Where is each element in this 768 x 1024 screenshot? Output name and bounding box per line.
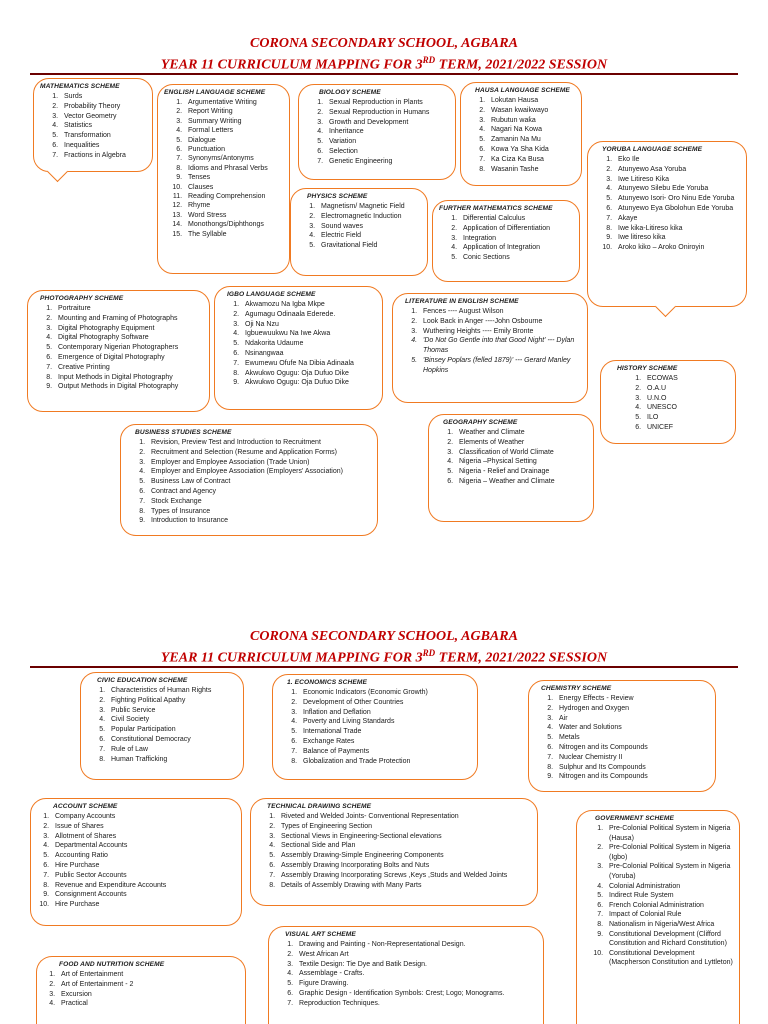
- list-item: 6. Nitrogen and its Compounds: [555, 743, 709, 753]
- list-item: 7. Creative Printing: [54, 363, 203, 373]
- list-item: 2. Fighting Political Apathy: [107, 696, 237, 706]
- list-item: 8. Revenue and Expenditure Accounts: [51, 881, 235, 891]
- list-item: 1. Eko Ile: [614, 155, 740, 165]
- list-item: 7. Public Sector Accounts: [51, 871, 235, 881]
- biology-scheme-bubble: [298, 84, 456, 180]
- list-item: 9. Constitutional Development (Clifford Constitution and Richard Constitution): [605, 930, 733, 949]
- list-item: 2. Recruitment and Selection (Resume and Application Forms): [147, 448, 371, 458]
- list-item: 6. Assembly Drawing Incorporating Bolts and Nuts: [277, 861, 531, 871]
- food-nutrition-scheme-title: FOOD AND NUTRITION SCHEME: [59, 961, 165, 968]
- list-item: 9. Output Methods in Digital Photography: [54, 382, 203, 392]
- photography-scheme-title: PHOTOGRAPHY SCHEME: [40, 295, 124, 302]
- list-item: 5. Accounting Ratio: [51, 851, 235, 861]
- list-item: 5. Figure Drawing.: [295, 979, 537, 989]
- list-item: 3. Classification of World Climate: [455, 448, 587, 458]
- photography-scheme-bubble: [27, 290, 210, 412]
- list-item: 10. Aroko kiko – Aroko Oniroyin: [614, 243, 740, 253]
- further-mathematics-scheme-title: FURTHER MATHEMATICS SCHEME: [439, 205, 553, 212]
- list-item: 5. ILO: [643, 413, 729, 423]
- list-item: 4. Nagari Na Kowa: [487, 125, 575, 135]
- list-item: 9. Consignment Accounts: [51, 890, 235, 900]
- civic-education-scheme-list: [87, 686, 237, 764]
- igbo-scheme-title: IGBO LANGUAGE SCHEME: [227, 291, 316, 298]
- list-item: 1. ECOWAS: [643, 374, 729, 384]
- english-scheme-list: [164, 98, 283, 239]
- list-item: 2. Wasan kwaikwayo: [487, 106, 575, 116]
- school-name-title: CORONA SECONDARY SCHOOL, AGBARA: [250, 36, 518, 51]
- list-item: 4. Water and Solutions: [555, 723, 709, 733]
- list-item: 1. Akwamozu Na Igba Mkpe: [241, 300, 376, 310]
- business-studies-scheme-title: BUSINESS STUDIES SCHEME: [135, 429, 232, 436]
- list-item: 3. Public Service: [107, 706, 237, 716]
- civic-education-scheme-bubble: [80, 672, 244, 780]
- english-scheme-title: ENGLISH LANGUAGE SCHEME: [164, 89, 266, 96]
- list-item: 4. Poverty and Living Standards: [299, 717, 471, 727]
- account-scheme-title: ACCOUNT SCHEME: [53, 803, 118, 810]
- yoruba-scheme-list: [594, 155, 740, 253]
- list-item: 5. Popular Participation: [107, 725, 237, 735]
- list-item: 3. Rubutun waƙa: [487, 116, 575, 126]
- hausa-scheme-bubble: [460, 82, 582, 186]
- list-item: 5. Business Law of Contract: [147, 477, 371, 487]
- list-item: 2. Types of Engineering Section: [277, 822, 531, 832]
- list-item: 7. Genetic Engineering: [325, 157, 449, 167]
- list-item: 8. Input Methods in Digital Photography: [54, 373, 203, 383]
- geography-scheme-list: [435, 428, 587, 487]
- list-item: 8. Human Trafficking: [107, 755, 237, 765]
- list-item: 2. O.A.U: [643, 384, 729, 394]
- list-item: 4. Statistics: [60, 121, 146, 131]
- heading-rule: [30, 666, 738, 668]
- list-item: 1. Differential Calculus: [459, 214, 573, 224]
- list-item: 11. Reading Comprehension: [184, 192, 283, 201]
- list-item: 7. Stock Exchange: [147, 497, 371, 507]
- history-scheme-list: [607, 374, 729, 433]
- list-item: 6. Selection: [325, 147, 449, 157]
- list-item: 4. UNESCO: [643, 403, 729, 413]
- list-item: 5. Dialogue: [184, 136, 283, 145]
- list-item: 10. Hire Purchase: [51, 900, 235, 910]
- list-item: 8. Globalization and Trade Protection: [299, 757, 471, 767]
- list-item: 7. Rule of Law: [107, 745, 237, 755]
- list-item: 2. Elements of Weather: [455, 438, 587, 448]
- list-item: 2. Probability Theory: [60, 102, 146, 112]
- list-item: 14. Monothongs/Diphthongs: [184, 220, 283, 229]
- list-item: 5. Ndakorita Udaume: [241, 339, 376, 349]
- list-item: 6. Nigeria – Weather and Climate: [455, 477, 587, 487]
- list-item: 2. Atunyewo Asa Yoruba: [614, 165, 740, 175]
- physics-scheme-title: PHYSICS SCHEME: [307, 193, 368, 200]
- government-scheme-title: GOVERNMENT SCHEME: [595, 815, 674, 822]
- list-item: 4. Departmental Accounts: [51, 841, 235, 851]
- list-item: 4. Civil Society: [107, 715, 237, 725]
- list-item: 1. Characteristics of Human Rights: [107, 686, 237, 696]
- igbo-scheme-bubble: [214, 286, 383, 410]
- list-item: 5. Conic Sections: [459, 253, 573, 263]
- list-item: 6. Nsinangwaa: [241, 349, 376, 359]
- list-item: 10. Constitutional Development (Macpherson Constitution and Lyttleton): [605, 949, 733, 968]
- list-item: 4. Atunyewo Silebu Ede Yoruba: [614, 184, 740, 194]
- list-item: 4. Assemblage - Crafts.: [295, 969, 537, 979]
- geography-scheme-title: GEOGRAPHY SCHEME: [443, 419, 518, 426]
- list-item: 7. Synonyms/Antonyms: [184, 154, 283, 163]
- list-item: 8. Types of Insurance: [147, 507, 371, 517]
- list-item: 5. Contemporary Nigerian Photographers: [54, 343, 203, 353]
- list-item: 3. Allotment of Shares: [51, 832, 235, 842]
- list-item: 9. Introduction to Insurance: [147, 516, 371, 526]
- visual-art-scheme-title: VISUAL ART SCHEME: [285, 931, 356, 938]
- list-item: 7. Akaye: [614, 214, 740, 224]
- geography-scheme-bubble: [428, 414, 594, 522]
- list-item: 1. Lokutan Hausa: [487, 96, 575, 106]
- list-item: 1. Revision, Preview Test and Introduction to Recruitment: [147, 438, 371, 448]
- list-item: 2. Hydrogen and Oxygen: [555, 704, 709, 714]
- list-item: 7. Ewumewu Ofufe Na Dibia Adinaala: [241, 359, 376, 369]
- list-item: 1. Energy Effects - Review: [555, 694, 709, 704]
- history-scheme-title: HISTORY SCHEME: [617, 365, 678, 372]
- list-item: 6. Atunyewo Eya Gbolohun Ede Yoruba: [614, 204, 740, 214]
- chemistry-scheme-bubble: [528, 680, 716, 792]
- visual-art-scheme-list: [275, 940, 537, 1009]
- list-item: 3. Inflation and Deflation: [299, 708, 471, 718]
- technical-drawing-scheme-list: [257, 812, 531, 890]
- list-item: 3. Summary Writing: [184, 117, 283, 126]
- chemistry-scheme-title: CHEMISTRY SCHEME: [541, 685, 612, 692]
- list-item: 7. Impact of Colonial Rule: [605, 910, 733, 920]
- list-item: 1. Pre-Colonial Political System in Nigeria (Hausa): [605, 824, 733, 843]
- mathematics-scheme-title: MATHEMATICS SCHEME: [40, 83, 120, 90]
- list-item: 7. Reproduction Techniques.: [295, 999, 537, 1009]
- hausa-scheme-list: [467, 96, 575, 174]
- list-item: 6. Punctuation: [184, 145, 283, 154]
- list-item: 1. Portraiture: [54, 304, 203, 314]
- list-item: 3. Integration: [459, 234, 573, 244]
- list-item: 3. Textile Design: Tie Dye and Batik Design.: [295, 960, 537, 970]
- list-item: 15. The Syllable: [184, 230, 283, 239]
- list-item: 3. Pre-Colonial Political System in Nigeria (Yoruba): [605, 862, 733, 881]
- list-item: 10. Clauses: [184, 183, 283, 192]
- physics-scheme-bubble: [290, 188, 428, 276]
- list-item: 8. Nationalism in Nigeria/West Africa: [605, 920, 733, 930]
- list-item: 2. Look Back in Anger ----John Osbourne: [419, 317, 581, 327]
- list-item: 1. Weather and Climate: [455, 428, 587, 438]
- list-item: 6. Graphic Design - Identification Symbols: Crest; Logo; Monograms.: [295, 989, 537, 999]
- list-item: 5. Variation: [325, 137, 449, 147]
- list-item: 2. Agumagu Odinaala Ederede.: [241, 310, 376, 320]
- list-item: 5. Nigeria - Relief and Drainage: [455, 467, 587, 477]
- list-item: 5. Gravitational Field: [317, 241, 421, 251]
- literature-scheme-title: LITERATURE IN ENGLISH SCHEME: [405, 298, 519, 305]
- list-item: 1. Riveted and Welded Joints- Conventional Representation: [277, 812, 531, 822]
- civic-education-scheme-title: CIVIC EDUCATION SCHEME: [97, 677, 188, 684]
- account-scheme-bubble: [30, 798, 242, 926]
- igbo-scheme-list: [221, 300, 376, 388]
- mathematics-scheme-list: [40, 92, 146, 161]
- yoruba-scheme-bubble: [587, 141, 747, 307]
- heading-rule: [30, 73, 738, 75]
- further-mathematics-scheme-bubble: [432, 200, 580, 282]
- list-item: 1. Surds: [60, 92, 146, 102]
- account-scheme-list: [37, 812, 235, 910]
- list-item: 8. Details of Assembly Drawing with Many Parts: [277, 881, 531, 891]
- english-scheme-bubble: [157, 84, 290, 274]
- list-item: 3. Excursion: [57, 990, 239, 1000]
- list-item: 5. Transformation: [60, 131, 146, 141]
- page-heading: YEAR 11 CURRICULUM MAPPING FOR 3RD TERM, 2021/2022 SESSION: [160, 55, 608, 73]
- economics-scheme-list: [279, 688, 471, 766]
- list-item: 8. Akwukwo Ogugu: Oja Dufuo Dike: [241, 369, 376, 379]
- list-item: 1. Sexual Reproduction in Plants: [325, 98, 449, 108]
- list-item: 5. Zamanin Na Mu: [487, 135, 575, 145]
- food-nutrition-scheme-bubble: [36, 956, 246, 1024]
- list-item: 4. 'Do Not Go Gentle into that Good Night' --- Dylan Thomas: [419, 336, 581, 356]
- list-item: 3. Digital Photography Equipment: [54, 324, 203, 334]
- list-item: 4. Electric Field: [317, 231, 421, 241]
- government-scheme-list: [583, 824, 733, 968]
- literature-scheme-bubble: [392, 293, 588, 403]
- chemistry-scheme-list: [535, 694, 709, 782]
- list-item: 3. Vector Geometry: [60, 112, 146, 122]
- list-item: 13. Word Stress: [184, 211, 283, 220]
- further-mathematics-scheme-list: [439, 214, 573, 263]
- business-studies-scheme-bubble: [120, 424, 378, 536]
- list-item: 2. Development of Other Countries: [299, 698, 471, 708]
- list-item: 6. UNICEF: [643, 423, 729, 433]
- list-item: 1. Company Accounts: [51, 812, 235, 822]
- list-item: 4. Practical: [57, 999, 239, 1009]
- list-item: 6. French Colonial Administration: [605, 901, 733, 911]
- list-item: 4. Formal Letters: [184, 126, 283, 135]
- list-item: 5. Atunyewo Isori- Oro Ninu Ede Yoruba: [614, 194, 740, 204]
- list-item: 8. Iwe kika-Litireso kika: [614, 224, 740, 234]
- list-item: 6. Constitutional Democracy: [107, 735, 237, 745]
- history-scheme-bubble: [600, 360, 736, 444]
- yoruba-scheme-title: YORUBA LANGUAGE SCHEME: [602, 146, 703, 153]
- list-item: 1. Drawing and Painting - Non-Representational Design.: [295, 940, 537, 950]
- list-item: 4. Colonial Administration: [605, 882, 733, 892]
- school-name-title: CORONA SECONDARY SCHOOL, AGBARA: [250, 629, 518, 644]
- list-item: 3. Sound waves: [317, 222, 421, 232]
- list-item: 1. Argumentative Writing: [184, 98, 283, 107]
- economics-scheme-title: 1. ECONOMICS SCHEME: [287, 679, 367, 686]
- list-item: 3. Iwe Litireso Kika: [614, 175, 740, 185]
- list-item: 4. Nigeria –Physical Setting: [455, 457, 587, 467]
- literature-scheme-list: [399, 307, 581, 376]
- list-item: 1. Art of Entertainment: [57, 970, 239, 980]
- page-heading: YEAR 11 CURRICULUM MAPPING FOR 3RD TERM, 2021/2022 SESSION: [160, 648, 608, 666]
- list-item: 2. Report Writing: [184, 107, 283, 116]
- list-item: 2. Sexual Reproduction in Humans: [325, 108, 449, 118]
- list-item: 2. Pre-Colonial Political System in Nigeria (Igbo): [605, 843, 733, 862]
- visual-art-scheme-bubble: [268, 926, 544, 1024]
- list-item: 2. Electromagnetic Induction: [317, 212, 421, 222]
- economics-scheme-bubble: [272, 674, 478, 780]
- list-item: 9. Iwe litireso kika: [614, 233, 740, 243]
- technical-drawing-scheme-bubble: [250, 798, 538, 906]
- list-item: 6. Kowa Ya Sha Kida: [487, 145, 575, 155]
- list-item: 9. Nitrogen and its Compounds: [555, 772, 709, 782]
- list-item: 2. West African Art: [295, 950, 537, 960]
- list-item: 2. Issue of Shares: [51, 822, 235, 832]
- list-item: 3. Wuthering Heights ---- Emily Bronte: [419, 327, 581, 337]
- list-item: 3. Oji Na Nzu: [241, 320, 376, 330]
- list-item: 4. Application of Integration: [459, 243, 573, 253]
- list-item: 6. Contract and Agency: [147, 487, 371, 497]
- list-item: 8. Wasanin Tashe: [487, 165, 575, 175]
- list-item: 3. Air: [555, 714, 709, 724]
- list-item: 6. Emergence of Digital Photography: [54, 353, 203, 363]
- biology-scheme-title: BIOLOGY SCHEME: [319, 89, 381, 96]
- list-item: 7. Fractions in Algebra: [60, 151, 146, 161]
- list-item: 9. Tenses: [184, 173, 283, 182]
- list-item: 2. Mounting and Framing of Photographs: [54, 314, 203, 324]
- list-item: 9. Akwukwo Ogugu: Oja Dufuo Dike: [241, 378, 376, 388]
- list-item: 6. Exchange Rates: [299, 737, 471, 747]
- list-item: 6. Hire Purchase: [51, 861, 235, 871]
- list-item: 3. U.N.O: [643, 394, 729, 404]
- list-item: 7. Assembly Drawing Incorporating Screws ,Keys ,Studs and Welded Joints: [277, 871, 531, 881]
- government-scheme-bubble: [576, 810, 740, 1024]
- list-item: 3. Sectional Views in Engineering-Sectional elevations: [277, 832, 531, 842]
- list-item: 12. Rhyme: [184, 201, 283, 210]
- list-item: 6. Inequalities: [60, 141, 146, 151]
- list-item: 4. Digital Photography Software: [54, 333, 203, 343]
- hausa-scheme-title: HAUSA LANGUAGE SCHEME: [475, 87, 570, 94]
- list-item: 2. Art of Entertainment - 2: [57, 980, 239, 990]
- food-nutrition-scheme-list: [43, 970, 239, 1009]
- list-item: 3. Employer and Employee Association (Trade Union): [147, 458, 371, 468]
- list-item: 5. 'Binsey Poplars (felled 1879)' --- Gerard Manley Hopkins: [419, 356, 581, 376]
- list-item: 4. Sectional Side and Plan: [277, 841, 531, 851]
- biology-scheme-list: [305, 98, 449, 167]
- list-item: 1. Economic Indicators (Economic Growth): [299, 688, 471, 698]
- business-studies-scheme-list: [127, 438, 371, 526]
- list-item: 7. Balance of Payments: [299, 747, 471, 757]
- physics-scheme-list: [297, 202, 421, 251]
- list-item: 8. Idioms and Phrasal Verbs: [184, 164, 283, 173]
- photography-scheme-list: [34, 304, 203, 392]
- list-item: 7. Ka Ciza Ka Busa: [487, 155, 575, 165]
- mathematics-scheme-bubble: [33, 78, 153, 172]
- technical-drawing-scheme-title: TECHNICAL DRAWING SCHEME: [267, 803, 372, 810]
- list-item: 5. Indirect Rule System: [605, 891, 733, 901]
- list-item: 5. Metals: [555, 733, 709, 743]
- list-item: 4. Inheritance: [325, 127, 449, 137]
- list-item: 1. Fences ---- August Wilson: [419, 307, 581, 317]
- list-item: 1. Magnetism/ Magnetic Field: [317, 202, 421, 212]
- list-item: 5. Assembly Drawing-Simple Engineering Components: [277, 851, 531, 861]
- list-item: 4. Employer and Employee Association (Employers' Association): [147, 467, 371, 477]
- list-item: 8. Sulphur and Its Compounds: [555, 763, 709, 773]
- list-item: 2. Application of Differentiation: [459, 224, 573, 234]
- list-item: 5. International Trade: [299, 727, 471, 737]
- list-item: 4. Igbuewuukwu Na Iwe Akwa: [241, 329, 376, 339]
- list-item: 7. Nuclear Chemistry II: [555, 753, 709, 763]
- list-item: 3. Growth and Development: [325, 118, 449, 128]
